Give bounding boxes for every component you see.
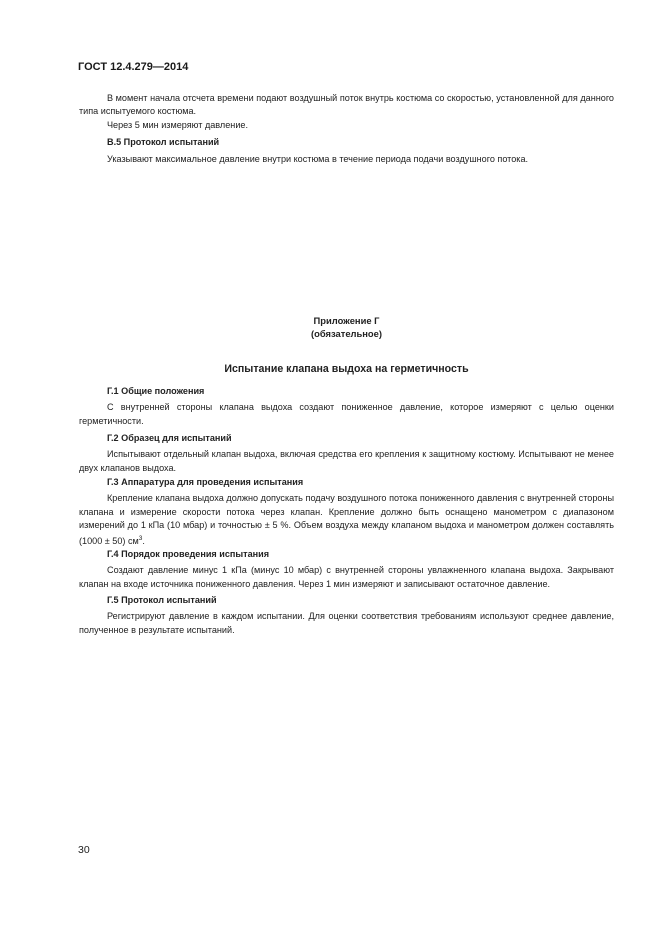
section-b5-text: Указывают максимальное давление внутри костюма в течение периода подачи воздушного потока. — [107, 154, 529, 165]
top-section — [79, 92, 614, 132]
section-g4-title: Г.4 Порядок проведения испытания — [107, 549, 270, 559]
section-g1-title: Г.1 Общие положения — [107, 386, 205, 396]
section-g5-text: Регистрируют давление в каждом испытании. Для оценки соответствия требованиям используют среднее давление, полученное в результате испытаний. — [79, 611, 614, 635]
section-b5-title: В.5 Протокол испытаний — [107, 137, 220, 147]
appendix-title: Испытание клапана выдоха на герметичность — [224, 363, 469, 375]
section-b5 — [79, 136, 614, 167]
section-g1-text: С внутренней стороны клапана выдоха создают пониженное давление, которое измеряют с целью оценки герметичности. — [79, 402, 614, 426]
section-g4-text: Создают давление минус 1 кПа (минус 10 мбар) с внутренней стороны увлажненного клапана выдоха. Закрывают клапан на входе источника пониженного давления. Через 1 мин измеряют и записывают остаточное давление. — [79, 565, 614, 589]
appendix-label: Приложение Г — [313, 315, 380, 326]
paragraph-airflow: В момент начала отсчета времени подают воздушный поток внутрь костюма со скоростью, установленной для данного типа испытуемого костюма. — [79, 93, 614, 117]
section-g2-title: Г.2 Образец для испытаний — [107, 433, 232, 443]
paragraph-measure: Через 5 мин измеряют давление. — [107, 119, 248, 130]
section-g1 — [79, 385, 614, 428]
section-g2 — [79, 432, 614, 475]
section-g5 — [79, 594, 614, 637]
section-g2-text: Испытывают отдельный клапан выдоха, включая средства его крепления к защитному костюму. Испытывают не менее двух клапанов выдоха. — [79, 449, 614, 473]
section-g3-text — [79, 492, 614, 548]
appendix-status: (обязательное) — [311, 328, 382, 339]
section-g4 — [79, 548, 614, 591]
document-header: ГОСТ 12.4.279—2014 — [78, 61, 189, 73]
section-g3-superscript: 3 — [138, 535, 143, 543]
page-number: 30 — [78, 844, 90, 856]
section-g3-end: . — [142, 536, 145, 547]
section-g3 — [79, 476, 614, 549]
section-g3-title: Г.3 Аппаратура для проведения испытания — [107, 477, 304, 487]
section-g5-title: Г.5 Протокол испытаний — [107, 595, 217, 605]
section-g3-body: Крепление клапана выдоха должно допускать подачу воздушного потока пониженного давления с внутренней стороны клапана и измерение скорости потока через клапан. Крепление должно быть оснащено манометром с диапазоном измерений до 1 кПа (10 мбар) и точностью ± 5 %. Объем воздуха между клапаном выдоха и манометром должен составлять (1000 ± 50) см — [79, 493, 614, 547]
